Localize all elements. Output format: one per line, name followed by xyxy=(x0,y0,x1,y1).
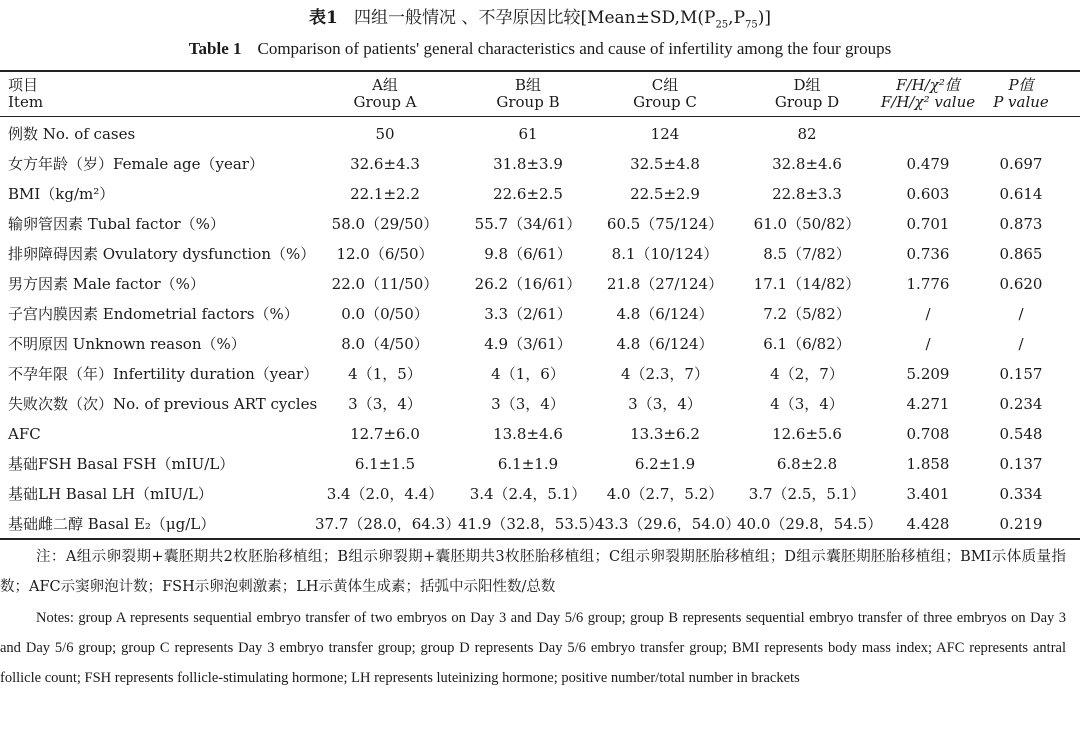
header-item: 项目 Item xyxy=(8,76,44,111)
p-value: 0.548 xyxy=(999,425,1043,443)
table-row xyxy=(0,179,1080,209)
stat-value: / xyxy=(925,305,931,323)
p-value: 0.865 xyxy=(999,245,1043,263)
table-row xyxy=(0,119,1080,149)
group-b-value: 13.8±4.6 xyxy=(493,425,563,443)
stat-value: 0.736 xyxy=(906,245,950,263)
group-c-value: 22.5±2.9 xyxy=(630,185,700,203)
group-d-value: 17.1（14/82） xyxy=(753,275,861,293)
table-row xyxy=(0,149,1080,179)
p-value: 0.620 xyxy=(999,275,1043,293)
table-label-cn: 表1 xyxy=(308,8,338,28)
group-c-value: 4（2.3，7） xyxy=(621,365,709,383)
group-c-value: 124 xyxy=(650,125,680,143)
stat-value: 0.603 xyxy=(906,185,950,203)
p-value: / xyxy=(1018,335,1024,353)
group-c-value: 3（3，4） xyxy=(628,395,702,413)
group-a-value: 22.1±2.2 xyxy=(350,185,420,203)
group-c-value: 32.5±4.8 xyxy=(630,155,700,173)
group-b-value: 6.1±1.9 xyxy=(497,455,559,473)
group-c-value: 8.1（10/124） xyxy=(611,245,719,263)
group-b-value: 4（1，6） xyxy=(491,365,565,383)
table-notes-cn: 注：A组示卵裂期+囊胚期共2枚胚胎移植组；B组示卵裂期+囊胚期共3枚胚胎移植组；C组示卵裂期胚胎移植组；D组示囊胚期胚胎移植组；BMI示体质量指数；AFC示窦卵泡计数；FSH示卵泡刺激素；LH示黄体生成素；括弧中示阳性数/总数 xyxy=(0,549,1066,595)
stat-value: 4.271 xyxy=(906,395,950,413)
row-item: 输卵管因素 Tubal factor（%） xyxy=(8,215,225,233)
group-b-value: 22.6±2.5 xyxy=(493,185,563,203)
row-item: 基础雌二醇 Basal E₂（μg/L） xyxy=(8,515,216,533)
header-stat-value: F/H/χ²值 F/H/χ² value xyxy=(880,76,976,111)
p-value: / xyxy=(1018,305,1024,323)
caption-end: )] xyxy=(757,8,772,28)
row-item: 男方因素 Male factor（%） xyxy=(8,275,205,293)
group-d-value: 4（2，7） xyxy=(770,365,844,383)
row-item: 不孕年限（年）Infertility duration（year） xyxy=(8,365,319,383)
group-b-value: 26.2（16/61） xyxy=(474,275,582,293)
row-item: 排卵障碍因素 Ovulatory dysfunction（%） xyxy=(8,245,316,263)
row-item: AFC xyxy=(8,425,41,443)
stat-value xyxy=(872,119,984,149)
p-value: 0.873 xyxy=(999,215,1043,233)
table-label-en: Table 1 xyxy=(188,39,242,58)
table-title-cn xyxy=(0,4,1080,39)
group-b-value: 3.3（2/61） xyxy=(484,305,572,323)
group-d-value: 22.8±3.3 xyxy=(772,185,842,203)
stat-value: 3.401 xyxy=(906,485,950,503)
header-p-value: P值 P value xyxy=(993,76,1049,111)
p-value: 0.334 xyxy=(999,485,1043,503)
table-row xyxy=(0,389,1080,419)
stat-value: 5.209 xyxy=(906,365,950,383)
group-b-value: 61 xyxy=(518,125,538,143)
header-group-c: C组 Group C xyxy=(633,76,697,111)
group-a-value: 37.7（28.0，64.3） xyxy=(315,515,461,533)
group-d-value: 7.2（5/82） xyxy=(763,305,851,323)
group-b-value: 55.7（34/61） xyxy=(474,215,582,233)
row-item: 例数 No. of cases xyxy=(8,125,136,143)
group-a-value: 3.4（2.0，4.4） xyxy=(326,485,444,503)
group-d-value: 61.0（50/82） xyxy=(753,215,861,233)
p-value: 0.234 xyxy=(999,395,1043,413)
table-row xyxy=(0,359,1080,389)
group-c-value: 4.8（6/124） xyxy=(616,305,714,323)
table-caption-en: Comparison of patients' general characteristics and cause of infertility among the four groups xyxy=(257,39,892,58)
stat-value: 4.428 xyxy=(906,515,950,533)
group-b-value: 3.4（2.4，5.1） xyxy=(469,485,587,503)
table-row xyxy=(0,419,1080,449)
row-item: 基础LH Basal LH（mIU/L） xyxy=(8,485,213,503)
row-item: BMI（kg/m²） xyxy=(8,185,115,203)
header-rule xyxy=(0,116,1080,117)
table-row xyxy=(0,209,1080,239)
stat-value: 1.776 xyxy=(906,275,950,293)
table-row xyxy=(0,269,1080,299)
p-value: 0.219 xyxy=(999,515,1043,533)
group-a-value: 12.0（6/50） xyxy=(336,245,434,263)
group-c-value: 4.0（2.7，5.2） xyxy=(606,485,724,503)
p-value xyxy=(980,119,1062,149)
group-d-value: 6.8±2.8 xyxy=(776,455,838,473)
group-c-value: 13.3±6.2 xyxy=(630,425,700,443)
group-c-value: 6.2±1.9 xyxy=(634,455,696,473)
table-row xyxy=(0,299,1080,329)
p-value: 0.137 xyxy=(999,455,1043,473)
row-item: 子宫内膜因素 Endometrial factors（%） xyxy=(8,305,299,323)
table-row xyxy=(0,509,1080,539)
table-title-en xyxy=(0,36,1080,62)
group-b-value: 3（3，4） xyxy=(491,395,565,413)
group-a-value: 8.0（4/50） xyxy=(341,335,429,353)
caption-subscript-75: 75 xyxy=(745,19,758,31)
group-a-value: 22.0（11/50） xyxy=(331,275,439,293)
group-a-value: 58.0（29/50） xyxy=(331,215,439,233)
stat-value: 0.708 xyxy=(906,425,950,443)
group-c-value: 21.8（27/124） xyxy=(606,275,724,293)
group-d-value: 12.6±5.6 xyxy=(772,425,842,443)
group-a-value: 6.1±1.5 xyxy=(354,455,416,473)
group-c-value: 43.3（29.6，54.0） xyxy=(595,515,741,533)
header-group-b: B组 Group B xyxy=(496,76,560,111)
stat-value: 1.858 xyxy=(906,455,950,473)
header-group-a: A组 Group A xyxy=(353,76,417,111)
table-notes-en: Notes: group A represents sequential embryo transfer of two embryos on Day 3 and Day 5/6 group; group B represents sequential embryo transfer of three embryos on Day 3 and Day 5/6 group; group C represents Day 3 embryo transfer group; group D represents Day 5/6 embryo transfer group; BMI represents body mass index; AFC represents antral follicle count; FSH represents follicle-stimulating hormone; LH represents luteinizing hormone; positive number/total number in brackets xyxy=(0,610,1066,686)
stat-value: / xyxy=(925,335,931,353)
group-b-value: 31.8±3.9 xyxy=(493,155,563,173)
group-a-value: 32.6±4.3 xyxy=(350,155,420,173)
group-b-value: 9.8（6/61） xyxy=(484,245,572,263)
header-group-d: D组 Group D xyxy=(774,76,840,111)
row-item: 不明原因 Unknown reason（%） xyxy=(8,335,246,353)
group-c-value: 60.5（75/124） xyxy=(606,215,724,233)
group-c-value: 4.8（6/124） xyxy=(616,335,714,353)
table-row xyxy=(0,329,1080,359)
group-d-value: 4（3，4） xyxy=(770,395,844,413)
group-a-value: 3（3，4） xyxy=(348,395,422,413)
table-header-row xyxy=(0,72,1080,116)
caption-subscript-25: 25 xyxy=(715,19,729,31)
row-item: 基础FSH Basal FSH（mIU/L） xyxy=(8,455,235,473)
group-d-value: 6.1（6/82） xyxy=(763,335,851,353)
stat-value: 0.701 xyxy=(906,215,950,233)
group-b-value: 4.9（3/61） xyxy=(484,335,572,353)
group-d-value: 82 xyxy=(797,125,817,143)
group-d-value: 8.5（7/82） xyxy=(763,245,851,263)
table-caption-cn: 四组一般情况 、不孕原因比较[Mean±SD,M(P xyxy=(354,8,716,28)
group-a-value: 50 xyxy=(375,125,395,143)
group-d-value: 3.7（2.5，5.1） xyxy=(748,485,866,503)
table-row xyxy=(0,449,1080,479)
group-a-value: 4（1，5） xyxy=(348,365,422,383)
group-d-value: 40.0（29.8，54.5） xyxy=(737,515,883,533)
row-item: 女方年龄（岁）Female age（year） xyxy=(8,155,264,173)
p-value: 0.614 xyxy=(999,185,1043,203)
group-a-value: 12.7±6.0 xyxy=(350,425,420,443)
table-row xyxy=(0,239,1080,269)
caption-mid: ,P xyxy=(728,8,746,28)
p-value: 0.697 xyxy=(999,155,1043,173)
group-a-value: 0.0（0/50） xyxy=(341,305,429,323)
p-value: 0.157 xyxy=(999,365,1043,383)
row-item: 失败次数（次）No. of previous ART cycles xyxy=(8,395,318,413)
table-row xyxy=(0,479,1080,509)
group-d-value: 32.8±4.6 xyxy=(772,155,842,173)
group-b-value: 41.9（32.8，53.5） xyxy=(458,515,604,533)
stat-value: 0.479 xyxy=(906,155,950,173)
